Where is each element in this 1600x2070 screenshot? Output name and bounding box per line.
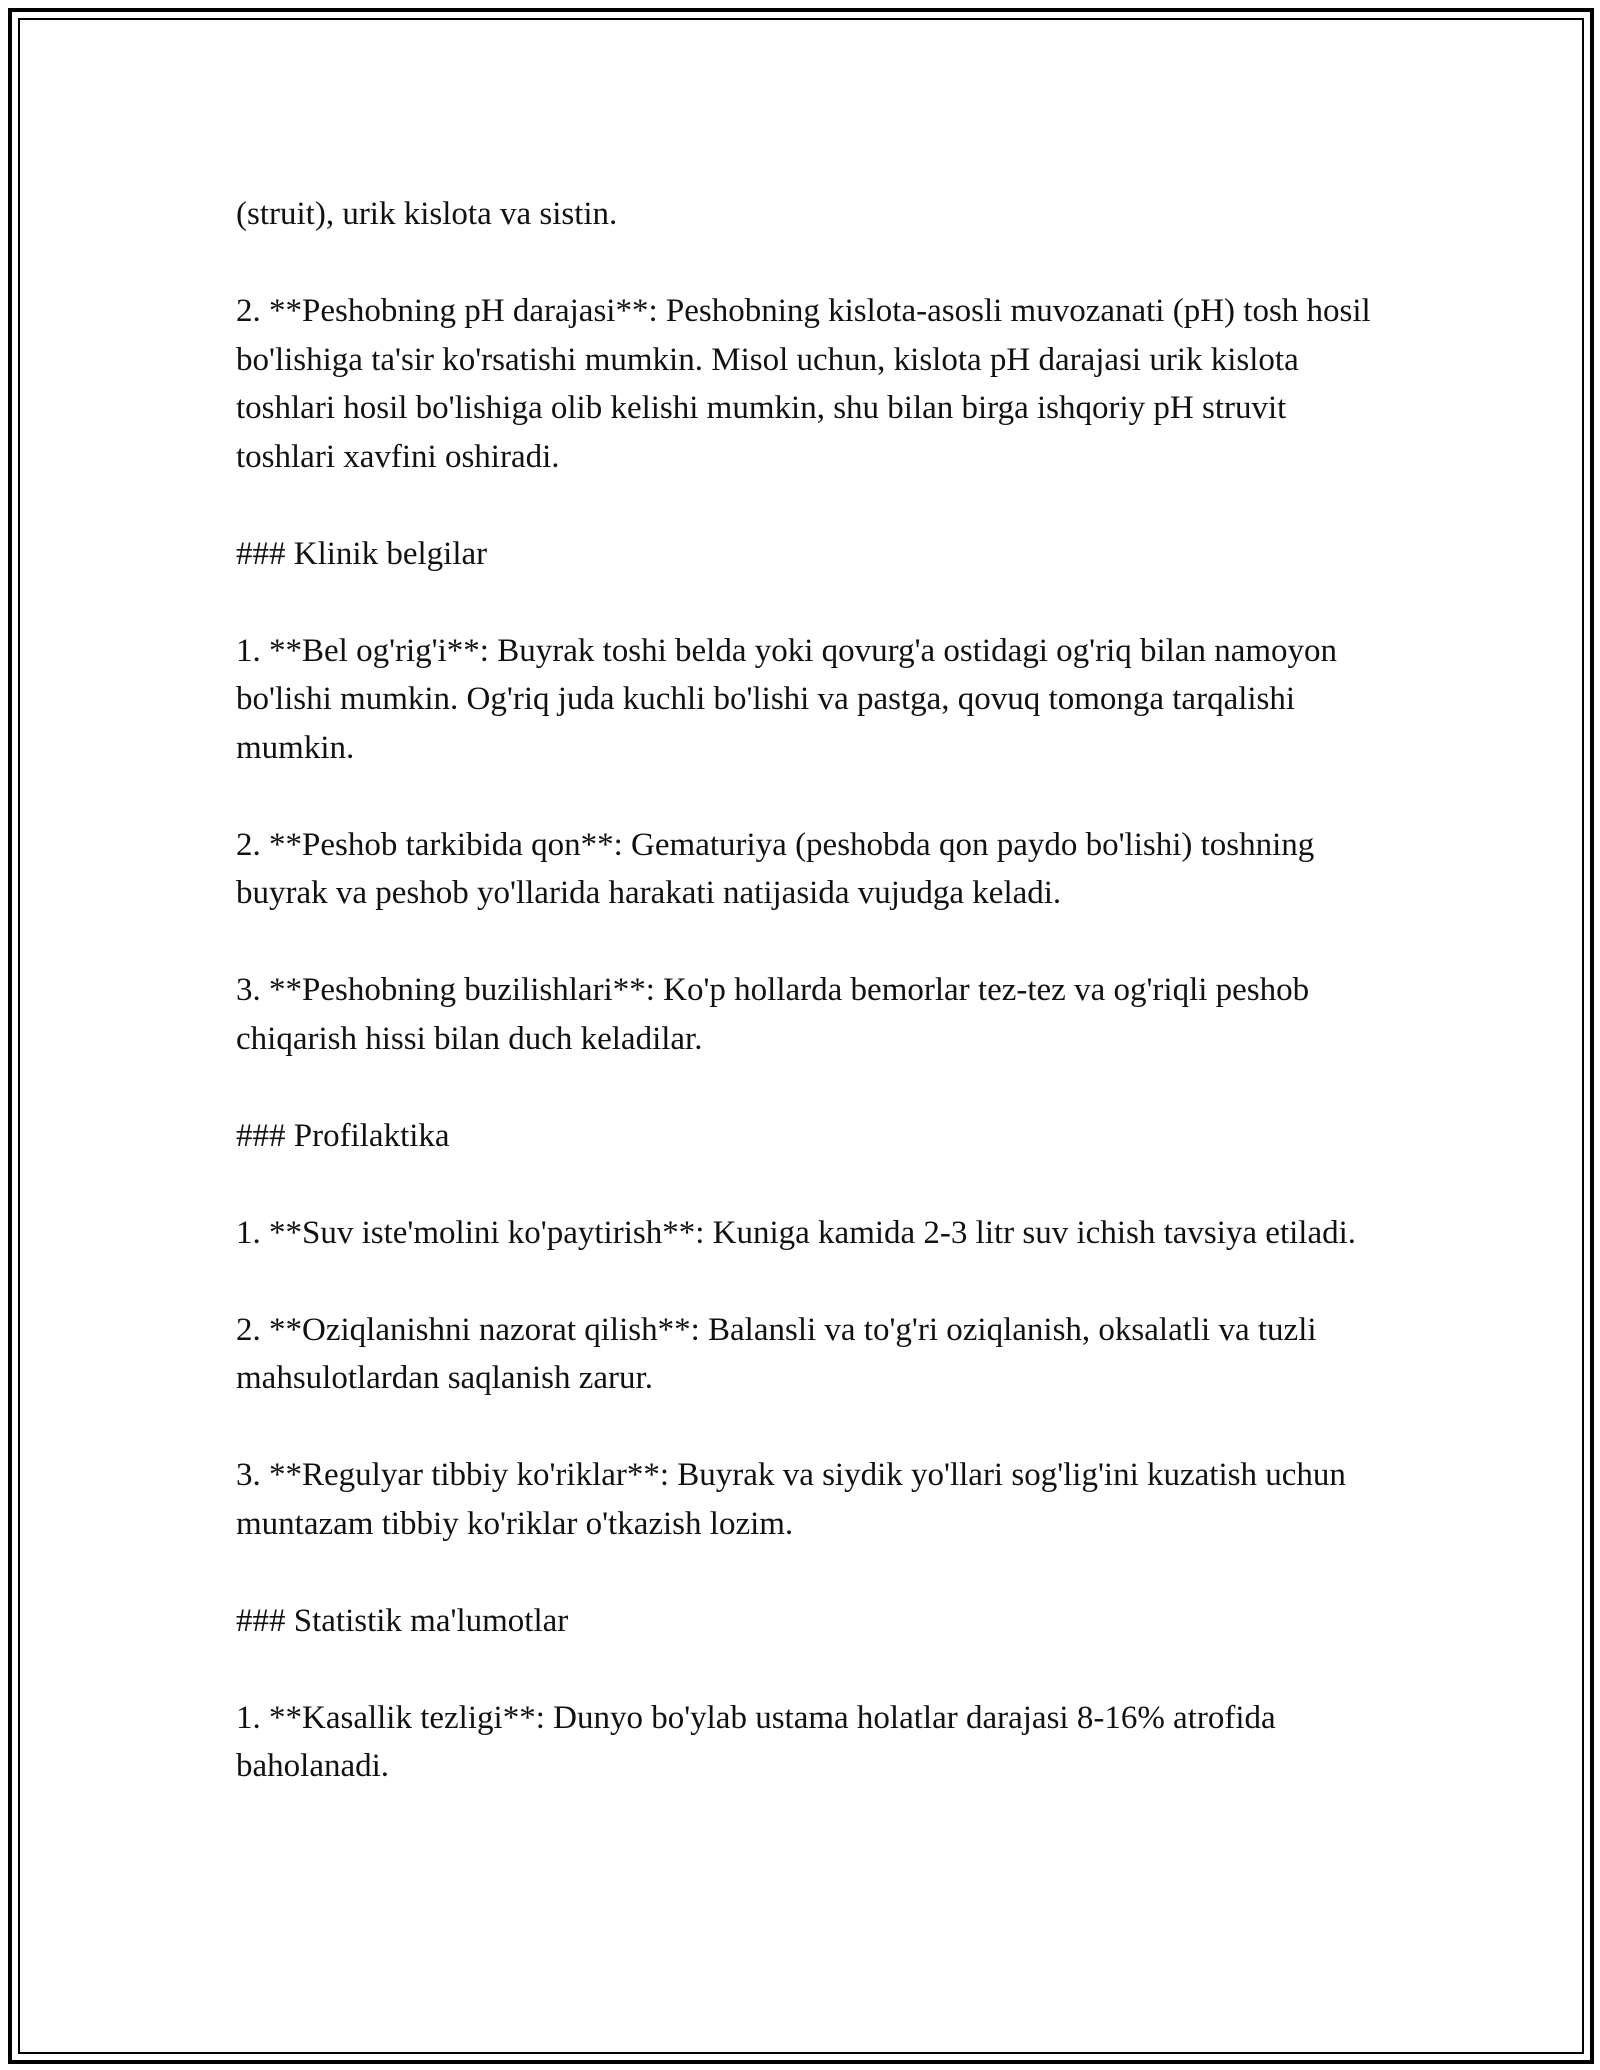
paragraph-struit-continuation: (struit), urik kislota va sistin. — [236, 196, 618, 232]
heading-klinik-belgilar: ### Klinik belgilar — [236, 535, 488, 572]
paragraph-kasallik-tezligi: 1. **Kasallik tezligi**: Dunyo bo'ylab ustama holatlar darajasi 8-16% atrofida baholanadi. — [236, 1699, 1276, 1784]
paragraph-oziqlanish: 2. **Oziqlanishni nazorat qilish**: Balansli va to'g'ri oziqlanish, oksalatli va tuzli mahsulotlardan saqlanish zarur. — [236, 1311, 1317, 1396]
paragraph-peshob-ph: 2. **Peshobning pH darajasi**: Peshobning kislota-asosli muvozanati (pH) tosh hosil bo'lishiga ta'sir ko'rsatishi mumkin. Misol uchun, kislota pH darajasi urik kislota toshlari hosil bo'lishiga olib kelishi mumkin, shu bilan birga ishqoriy pH struvit toshlari xavfini oshiradi. — [236, 293, 1371, 475]
heading-profilaktika: ### Profilaktika — [236, 1117, 450, 1154]
paragraph-bel-ogrigi: 1. **Bel og'rig'i**: Buyrak toshi belda yoki qovurg'a ostidagi og'riq bilan namoyon bo'lishi mumkin. Og'riq juda kuchli bo'lishi va pastga, qovuq tomonga tarqalishi mumkin. — [236, 632, 1338, 766]
paragraph-suv-istemoli: 1. **Suv iste'molini ko'paytirish**: Kuniga kamida 2-3 litr suv ichish tavsiya etiladi. — [236, 1214, 1357, 1251]
paragraph-peshob-qon: 2. **Peshob tarkibida qon**: Gematuriya (peshobda qon paydo bo'lishi) toshning buyrak va peshob yo'llarida harakati natijasida vujudga keladi. — [236, 826, 1315, 911]
document-body — [236, 190, 1376, 1791]
paragraph-tibbiy-koriklar: 3. **Regulyar tibbiy ko'riklar**: Buyrak va siydik yo'llari sog'lig'ini kuzatish uchun muntazam tibbiy ko'riklar o'tkazish lozim. — [236, 1457, 1346, 1542]
heading-statistik-malumotlar: ### Statistik ma'lumotlar — [236, 1602, 569, 1639]
paragraph-peshob-buzilishlari: 3. **Peshobning buzilishlari**: Ko'p hollarda bemorlar tez-tez va og'riqli peshob chiqarish hissi bilan duch keladilar. — [236, 972, 1310, 1057]
